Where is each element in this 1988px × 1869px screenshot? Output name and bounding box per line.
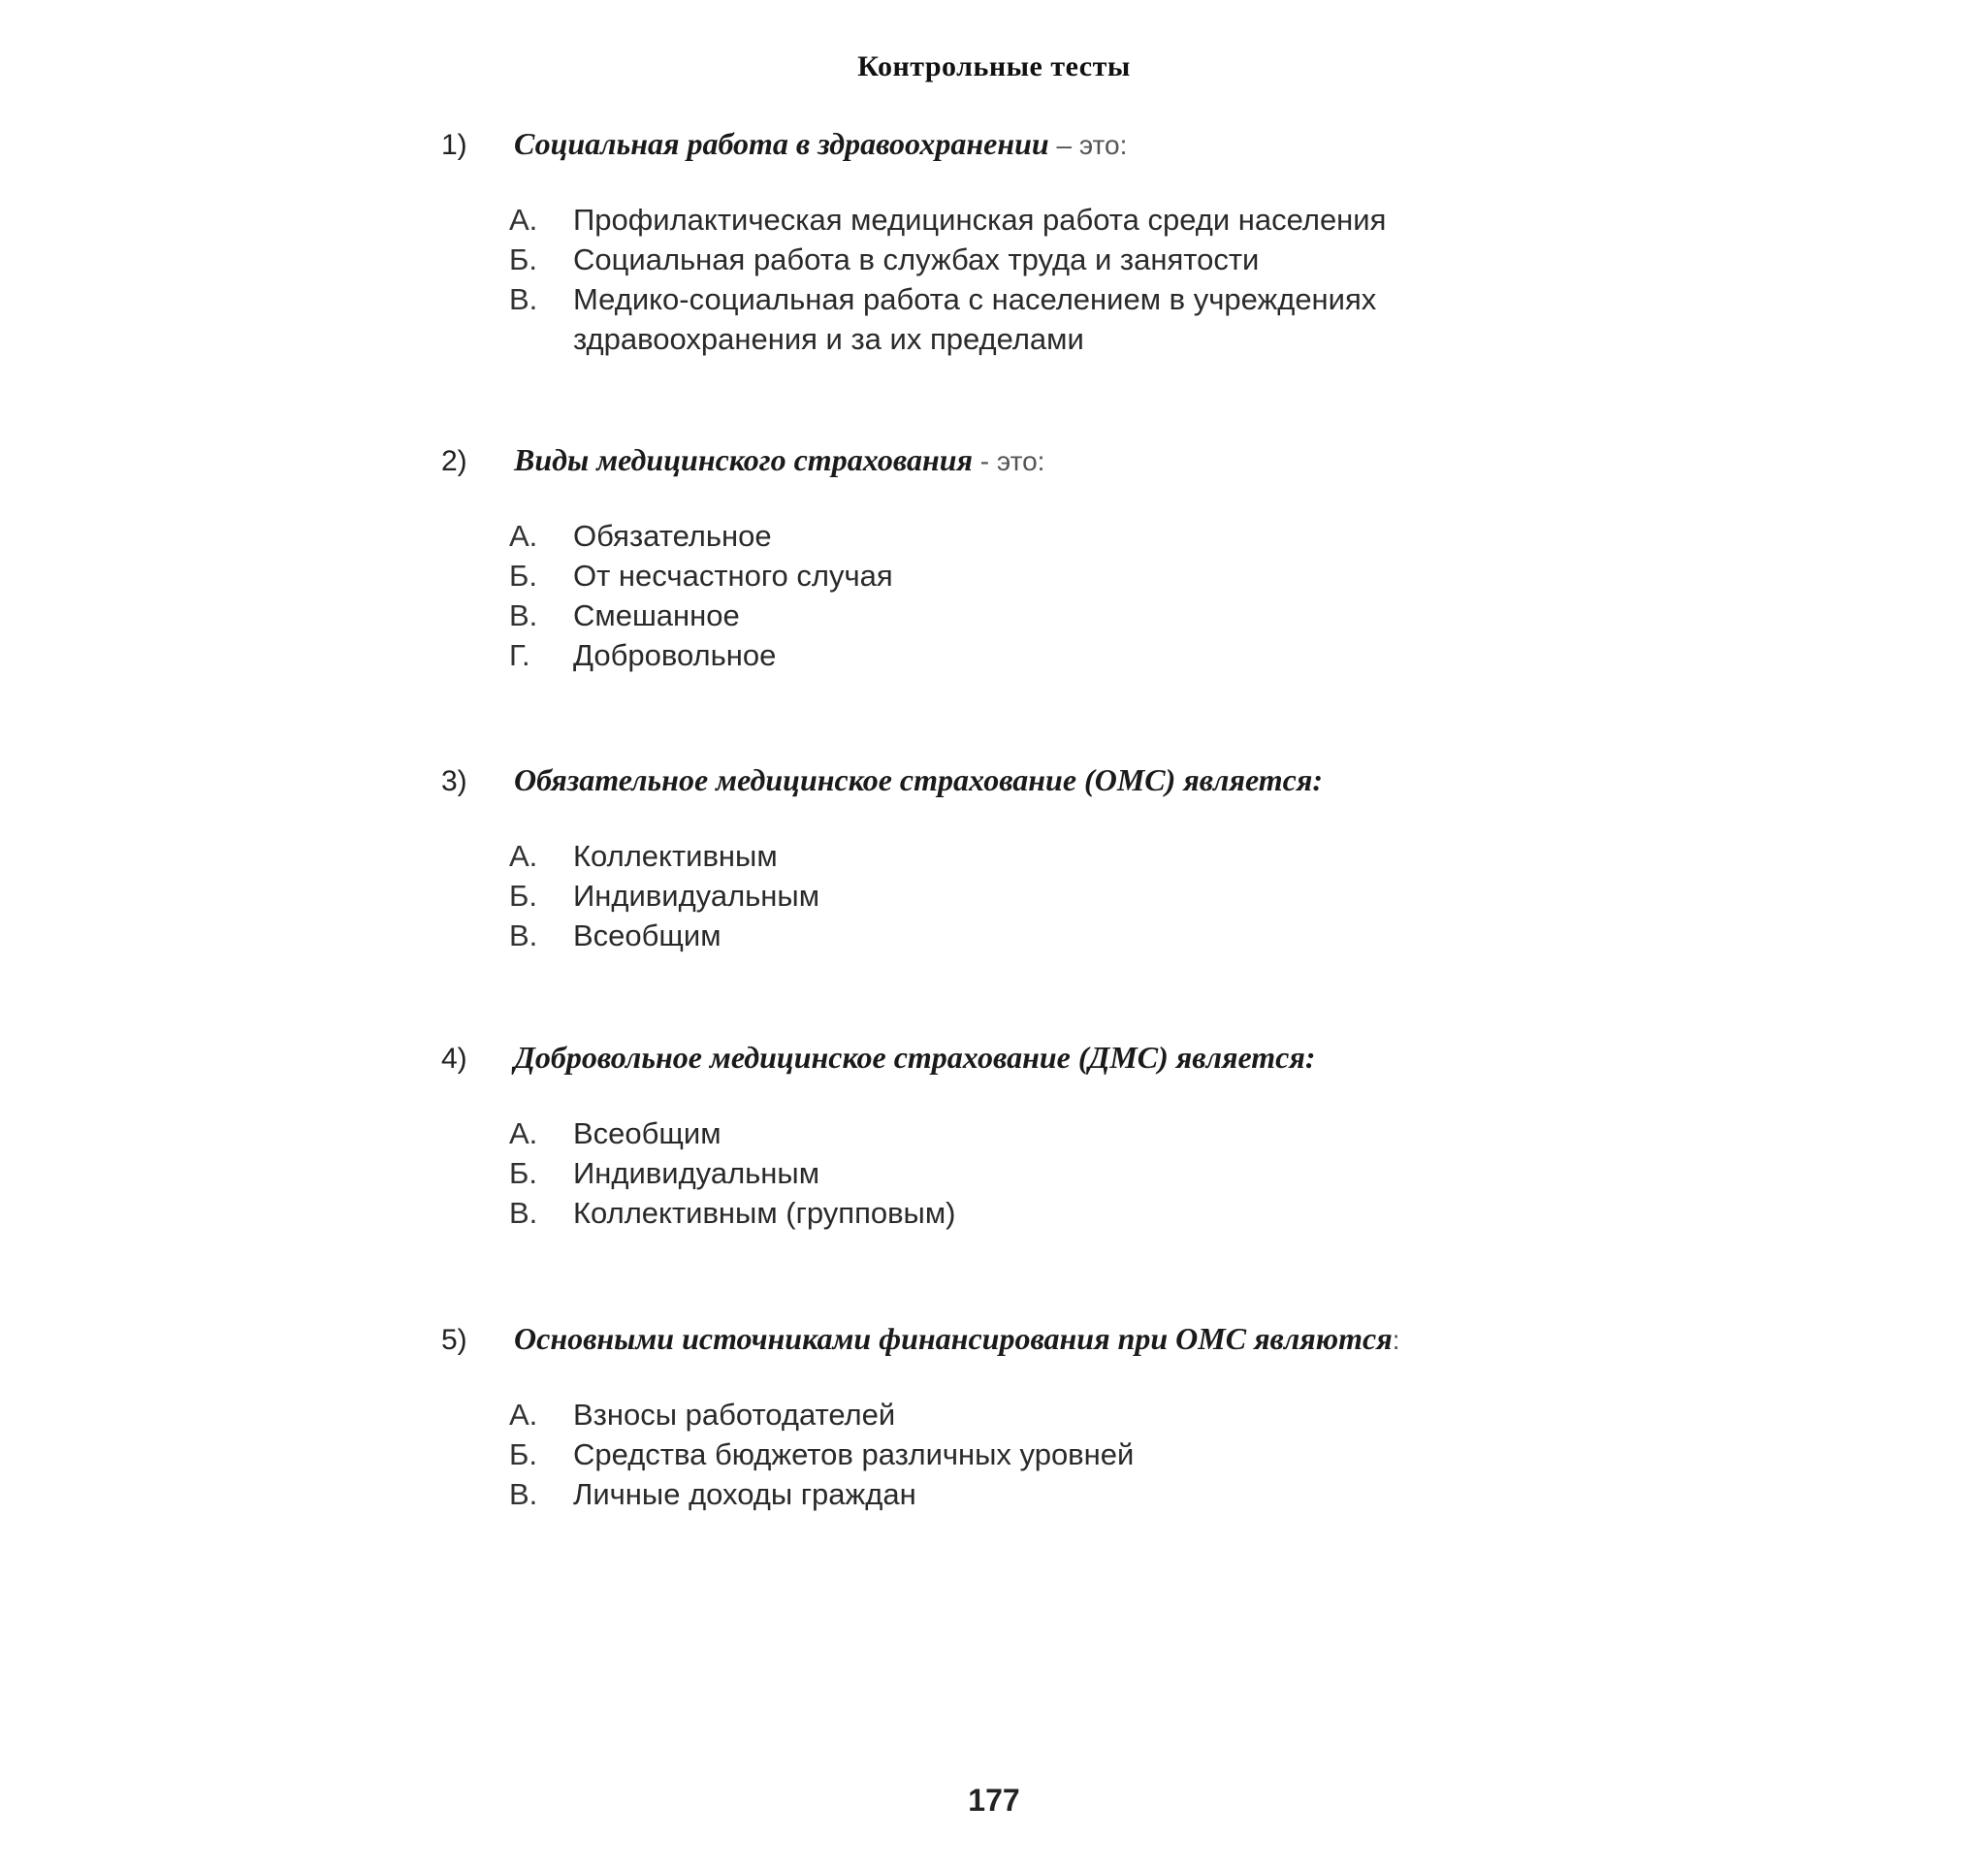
option-text: Коллективным (групповым) [573,1196,956,1230]
option-letter: В. [509,282,538,316]
option-letter: В. [509,598,538,632]
question-text: Обязательное медицинское страхование (ОМС) является: [514,762,1323,797]
question-line [514,440,1044,481]
answer-option [509,1474,1605,1514]
option-text: Личные доходы граждан [573,1477,916,1511]
question-number: 3) [441,765,467,797]
answer-option [509,635,1605,675]
option-text: Обязательное [573,519,772,553]
question-heading [441,1319,1605,1360]
answer-option [509,836,1605,876]
question-tail: - это: [973,446,1045,476]
option-text: Индивидуальным [573,1156,820,1190]
question-line [514,760,1323,801]
question-5 [441,1319,1605,1514]
option-text: Всеобщим [573,1116,721,1150]
option-letter: Б. [509,242,537,276]
question-number: 1) [441,129,467,161]
option-text: Средства бюджетов различных уровней [573,1437,1135,1471]
answer-option [509,516,1605,556]
answer-options [509,1113,1605,1233]
option-letter: А. [509,839,538,873]
question-number: 4) [441,1043,467,1075]
option-letter: Б. [509,1156,537,1190]
answer-option [509,1434,1605,1474]
option-letter: В. [509,918,538,952]
option-text: Коллективным [573,839,778,873]
option-letter: Б. [509,1437,537,1471]
answer-option [509,1193,1605,1233]
question-line [514,1038,1316,1079]
answer-option [509,556,1605,596]
answer-option [509,240,1605,279]
question-3 [441,760,1605,955]
question-text: Основными источниками финансирования при ОМС являются [514,1321,1393,1356]
answer-options [509,836,1605,955]
answer-option [509,279,1605,359]
answer-options [509,200,1605,359]
question-number: 5) [441,1324,467,1356]
option-letter: Б. [509,879,537,913]
question-heading [441,1038,1605,1079]
question-heading [441,440,1605,481]
answer-option [509,1113,1605,1153]
option-text: Взносы работодателей [573,1398,896,1432]
question-text: Виды медицинского страхования [514,442,974,477]
option-text: Добровольное [573,638,777,672]
option-letter: Б. [509,559,537,593]
question-2 [441,440,1605,675]
answer-option [509,1153,1605,1193]
option-letter: А. [509,519,538,553]
option-letter: Г. [509,638,530,672]
option-text: Медико-социальная работа с населением в учреждениях здравоохранения и за их пределами [573,282,1377,356]
option-letter: А. [509,1398,538,1432]
option-text: Профилактическая медицинская работа среди населения [573,203,1387,237]
option-letter: А. [509,1116,538,1150]
answer-option [509,1395,1605,1434]
option-letter: В. [509,1477,538,1511]
answer-option [509,200,1605,240]
option-letter: А. [509,203,538,237]
question-heading [441,760,1605,801]
option-text: Индивидуальным [573,879,820,913]
answer-option [509,876,1605,916]
page-number: 177 [968,1783,1020,1818]
question-text: Добровольное медицинское страхование (ДМС) является: [514,1040,1316,1075]
page-title: Контрольные тесты [857,50,1131,82]
question-4 [441,1038,1605,1233]
question-tail: – это: [1048,130,1128,160]
option-text: От несчастного случая [573,559,893,593]
option-text: Смешанное [573,598,740,632]
question-heading [441,124,1605,165]
answer-options [509,516,1605,675]
question-tail: : [1392,1325,1400,1355]
option-letter: В. [509,1196,538,1230]
answer-options [509,1395,1605,1514]
question-number: 2) [441,445,467,477]
option-text: Социальная работа в службах труда и занятости [573,242,1260,276]
option-text: Всеобщим [573,918,721,952]
question-line [514,1319,1399,1360]
question-1 [441,124,1605,359]
question-text: Социальная работа в здравоохранении [514,126,1049,161]
answer-option [509,916,1605,955]
answer-option [509,596,1605,635]
question-line [514,124,1127,165]
